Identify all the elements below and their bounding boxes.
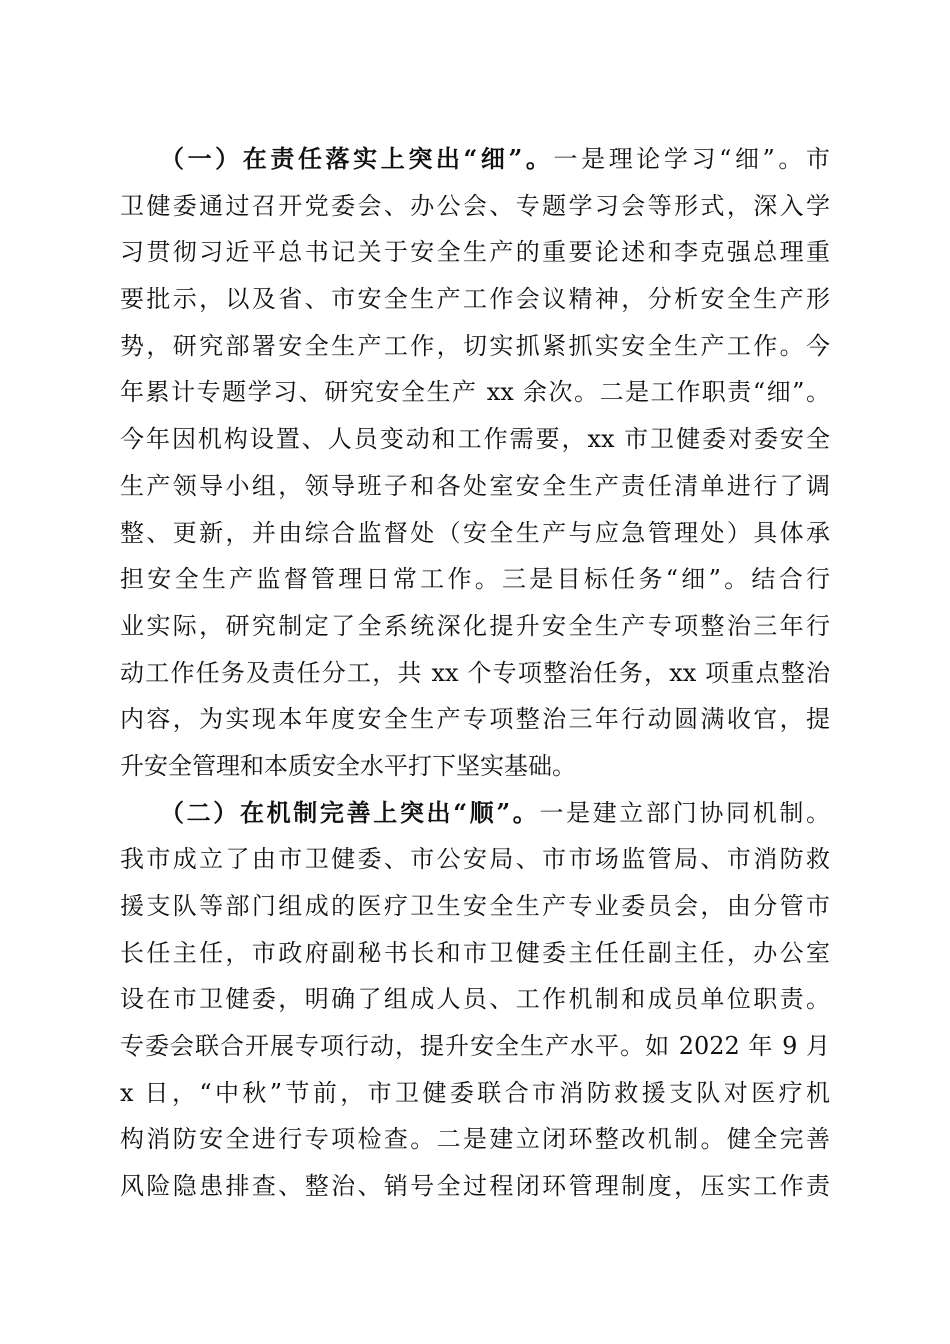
- section-heading-2: （二）在机制完善上突出“顺”。: [160, 797, 540, 827]
- paragraph-text: 一是建立部门协同机制。: [539, 798, 830, 827]
- paragraph-line: 担安全生产监督管理日常工作。三是目标任务“细”。结合行: [120, 565, 830, 594]
- paragraph-line: 内容，为实现本年度安全生产专项整治三年行动圆满收官，提: [120, 705, 830, 734]
- document-body: [120, 136, 830, 1210]
- section-heading-1: （一）在责任落实上突出“细”。: [160, 144, 554, 173]
- paragraph-line: 动工作任务及责任分工，共 xx 个专项整治任务，xx 项重点整治: [120, 658, 830, 687]
- paragraph-line: 设在市卫健委，明确了组成人员、工作机制和成员单位职责。: [120, 985, 830, 1014]
- paragraph-line: 卫健委通过召开党委会、办公会、专题学习会等形式，深入学: [120, 191, 830, 220]
- paragraph-line: 业实际，研究制定了全系统深化提升安全生产专项整治三年行: [120, 611, 830, 640]
- paragraph-line: 要批示，以及省、市安全生产工作会议精神，分析安全生产形: [120, 285, 830, 314]
- paragraph-line: 年累计专题学习、研究安全生产 xx 余次。二是工作职责“细”。: [120, 378, 830, 407]
- paragraph-line: 升安全管理和本质安全水平打下坚实基础。: [120, 751, 576, 780]
- paragraph-line: x 日，“中秋”节前，市卫健委联合市消防救援支队对医疗机: [120, 1078, 830, 1107]
- paragraph-line: 我市成立了由市卫健委、市公安局、市市场监管局、市消防救: [120, 845, 830, 874]
- paragraph-line: 整、更新，并由综合监督处（安全生产与应急管理处）具体承: [120, 518, 830, 547]
- paragraph-line: 长任主任，市政府副秘书长和市卫健委主任任副主任，办公室: [120, 938, 830, 967]
- paragraph-line: 生产领导小组，领导班子和各处室安全生产责任清单进行了调: [120, 471, 830, 500]
- paragraph-line: 援支队等部门组成的医疗卫生安全生产专业委员会，由分管市: [120, 892, 830, 920]
- paragraph-line: 势，研究部署安全生产工作，切实抓紧抓实安全生产工作。今: [120, 331, 830, 360]
- paragraph-line: 专委会联合开展专项行动，提升安全生产水平。如 2022 年 9 月: [120, 1032, 830, 1061]
- paragraph-line: 习贯彻习近平总书记关于安全生产的重要论述和李克强总理重: [120, 238, 830, 267]
- paragraph-line: 构消防安全进行专项检查。二是建立闭环整改机制。健全完善: [120, 1125, 830, 1154]
- paragraph-line: [120, 790, 830, 837]
- paragraph-line: 今年因机构设置、人员变动和工作需要，xx 市卫健委对委安全: [120, 425, 830, 454]
- paragraph-line: 风险隐患排查、整治、销号全过程闭环管理制度，压实工作责: [120, 1172, 830, 1201]
- paragraph-line: [120, 136, 830, 183]
- paragraph-text: 一是理论学习“细”。市: [553, 145, 830, 173]
